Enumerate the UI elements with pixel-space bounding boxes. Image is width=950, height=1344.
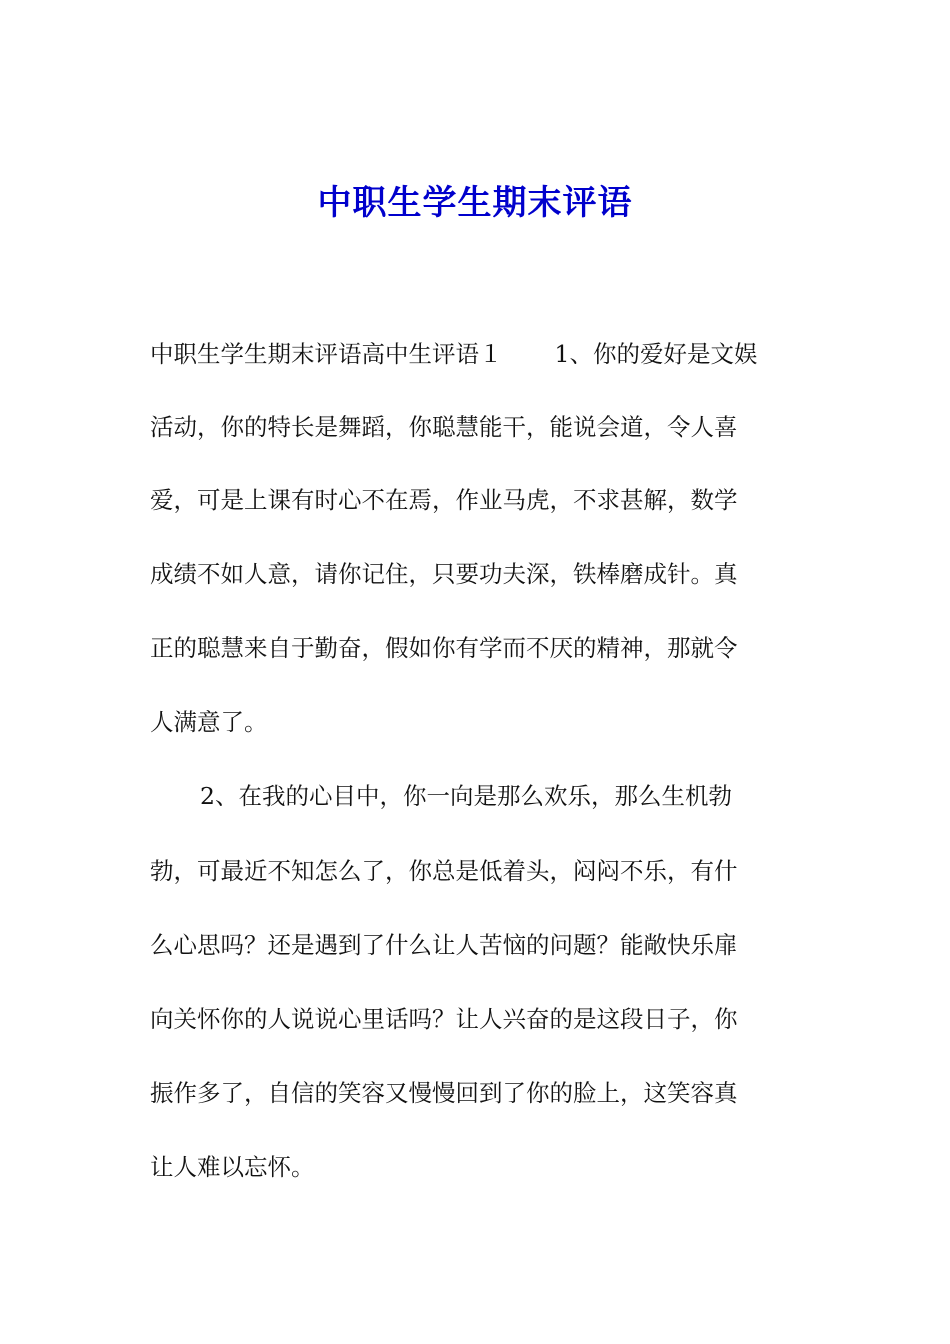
paragraph1-line2: 活动，你的特长是舞蹈，你聪慧能干，能说会道，令人喜 [150, 413, 738, 441]
paragraph1-line3: 爱，可是上课有时心不在焉，作业马虎，不求甚解，数学 [150, 486, 738, 514]
paragraph1-line6: 人满意了。 [150, 708, 268, 736]
paragraph1-line1 [150, 334, 757, 374]
paragraph2-line1: 2、在我的心目中，你一向是那么欢乐，那么生机勃 [200, 782, 732, 810]
paragraph1-line4: 成绩不如人意，请你记住，只要功夫深，铁棒磨成针。真 [150, 560, 738, 588]
paragraph2-line4: 向关怀你的人说说心里话吗？让人兴奋的是这段日子，你 [150, 1005, 738, 1033]
paragraph2-line5: 振作多了，自信的笑容又慢慢回到了你的脸上，这笑容真 [150, 1079, 738, 1107]
paragraph2-line6: 让人难以忘怀。 [150, 1153, 315, 1181]
paragraph1-line5: 正的聪慧来自于勤奋，假如你有学而不厌的精神，那就令 [150, 634, 738, 662]
document-title: 中职生学生期末评语 [317, 183, 633, 223]
paragraph1-lead: 中职生学生期末评语高中生评语１ [150, 340, 503, 368]
paragraph2-line2: 勃，可最近不知怎么了，你总是低着头，闷闷不乐，有什 [150, 857, 738, 885]
paragraph1-line1-text: 1、你的爱好是文娱 [554, 340, 758, 368]
paragraph2-line3: 么心思吗？还是遇到了什么让人苦恼的问题？能敞快乐扉 [150, 931, 738, 959]
